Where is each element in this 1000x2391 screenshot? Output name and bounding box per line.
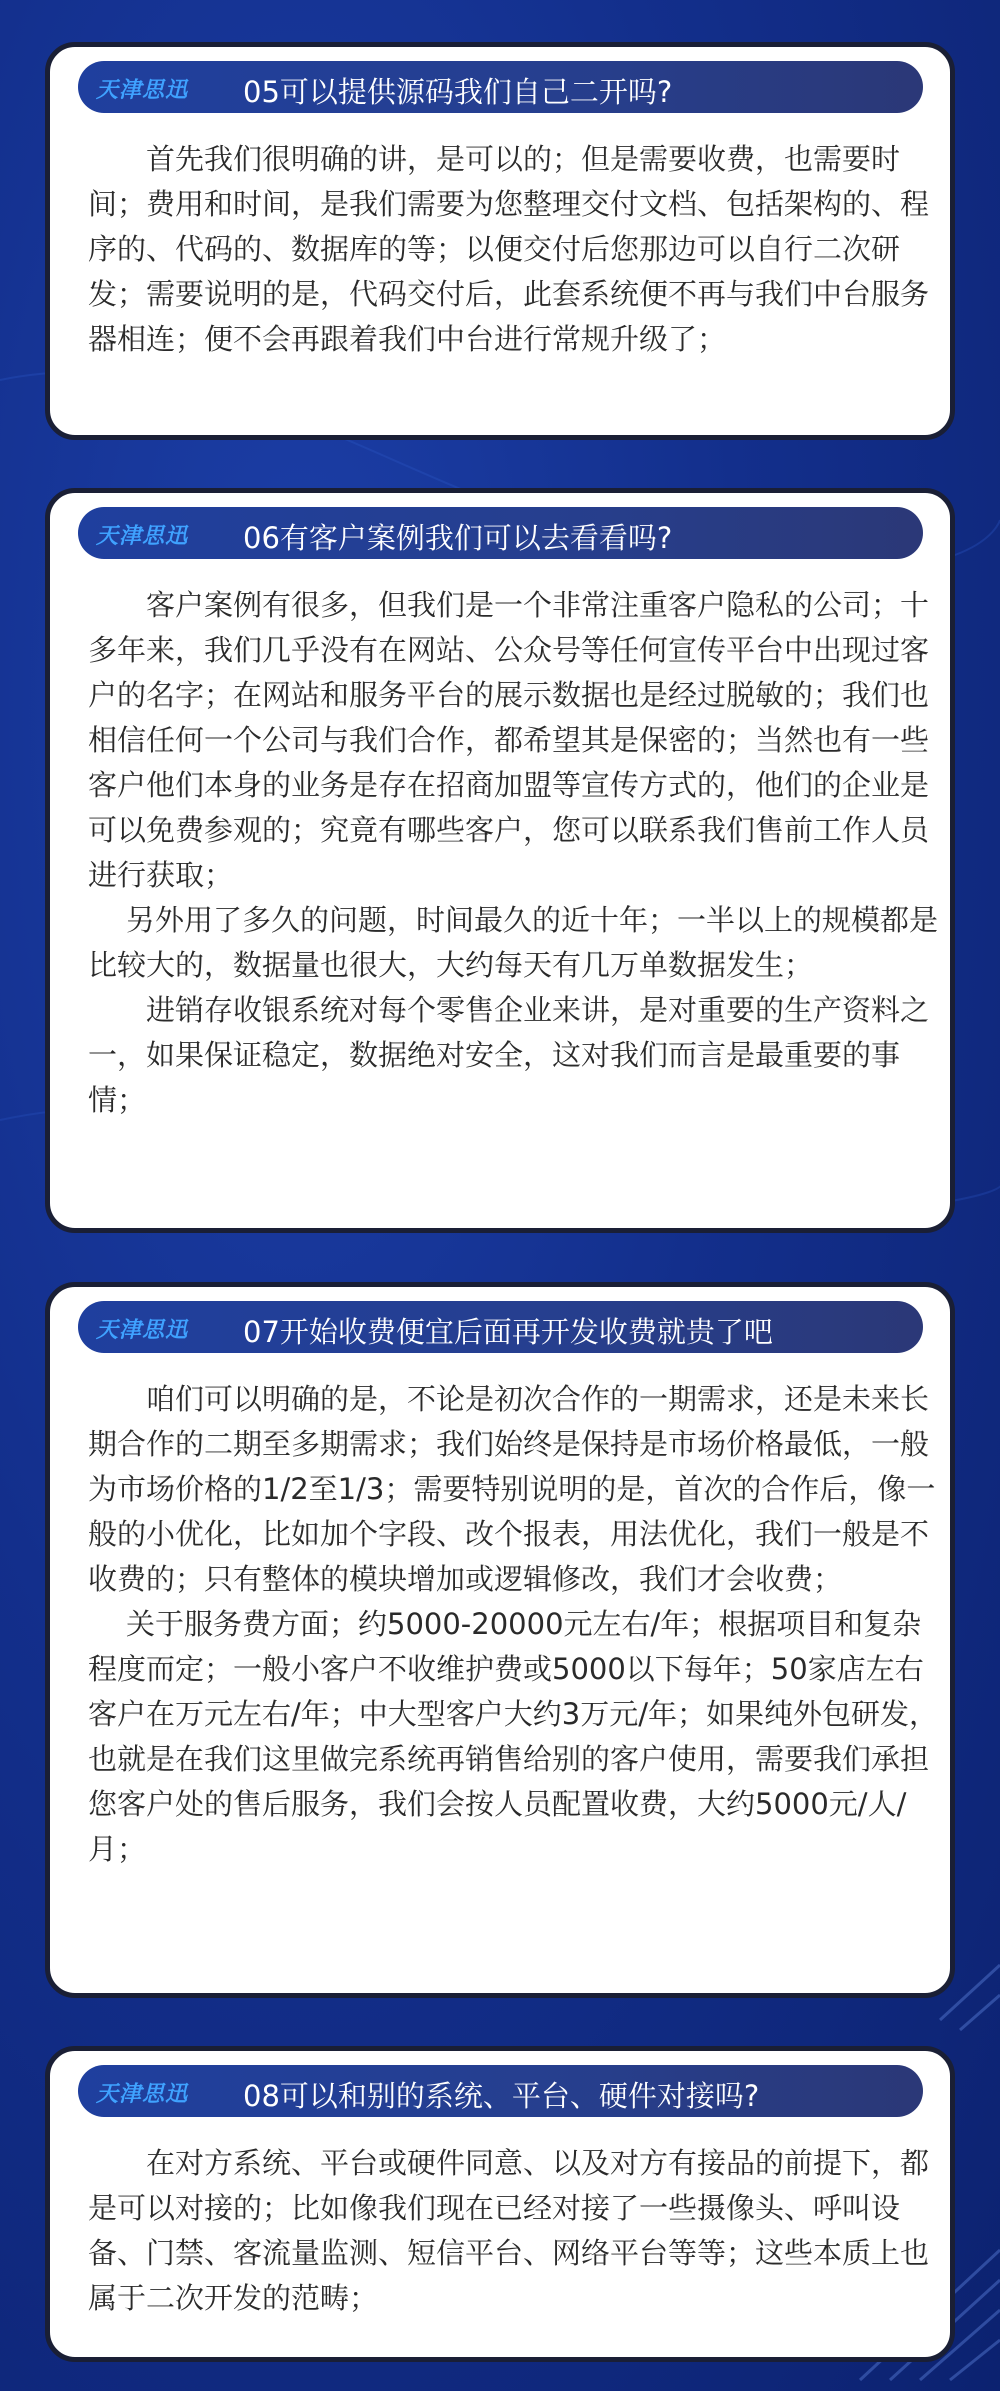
card-paragraph: 在对方系统、平台或硬件同意、以及对方有接品的前提下，都是可以对接的；比如像我们现在已经对接了一些摄像头、呼叫设备、门禁、客流量监测、短信平台、网络平台等等；这些本质上也属于二次开发的范畴； [88,2146,930,2315]
card-paragraph: 进销存收银系统对每个零售企业来讲，是对重要的生产资料之一，如果保证稳定，数据绝对安全，这对我们而言是最重要的事情； [88,993,930,1117]
faq-card-07 [45,1282,955,1998]
faq-card-06 [45,488,955,1233]
card-paragraph: 关于服务费方面；约5000-20000元左右/年；根据项目和复杂程度而定；一般小客户不收维护费或5000以下每年；50家店左右客户在万元左右/年；中大型客户大约3万元/年；如果纯外包研发，也就是在我们这里做完系统再销售给别的客户使用，需要我们承担您客户处的售后服务，我们会按人员配置收费，大约5000元/人/月； [88,1607,938,1866]
faq-card-05 [45,42,955,440]
card-header [78,61,923,113]
card-title: 08可以和别的系统、平台、硬件对接吗? [243,2079,760,2113]
card-title: 06有客户案例我们可以去看看吗? [243,521,673,555]
faq-card-08 [45,2046,955,2362]
card-header [78,507,923,559]
brand-logo: 天津思迅 [96,2082,189,2107]
card-title: 05可以提供源码我们自己二开吗? [243,75,673,109]
card-header [78,2065,923,2117]
card-paragraph: 客户案例有很多，但我们是一个非常注重客户隐私的公司；十多年来，我们几乎没有在网站、公众号等任何宣传平台中出现过客户的名字；在网站和服务平台的展示数据也是经过脱敏的；我们也相信任何一个公司与我们合作，都希望其是保密的；当然也有一些客户他们本身的业务是存在招商加盟等宣传方式的，他们的企业是可以免费参观的；究竟有哪些客户，您可以联系我们售前工作人员进行获取； [88,588,930,892]
brand-logo: 天津思迅 [96,78,189,103]
brand-logo: 天津思迅 [96,524,189,549]
card-body [88,1377,938,1872]
card-body [88,2141,938,2321]
card-body [88,583,938,1123]
card-header [78,1301,923,1353]
card-paragraph: 首先我们很明确的讲，是可以的；但是需要收费，也需要时间；费用和时间，是我们需要为您整理交付文档、包括架构的、程序的、代码的、数据库的等；以便交付后您那边可以自行二次研发；需要说明的是，代码交付后，此套系统便不再与我们中台服务器相连；便不会再跟着我们中台进行常规升级了； [88,142,930,356]
card-paragraph: 另外用了多久的问题，时间最久的近十年；一半以上的规模都是比较大的，数据量也很大，大约每天有几万单数据发生； [88,903,939,982]
brand-logo: 天津思迅 [96,1318,189,1343]
card-paragraph: 咱们可以明确的是，不论是初次合作的一期需求，还是未来长期合作的二期至多期需求；我们始终是保持是市场价格最低，一般为市场价格的1/2至1/3；需要特别说明的是，首次的合作后，像一般的小优化，比如加个字段、改个报表，用法优化，我们一般是不收费的；只有整体的模块增加或逻辑修改，我们才会收费； [88,1382,936,1596]
card-body [88,137,938,362]
card-title: 07开始收费便宜后面再开发收费就贵了吧 [243,1315,773,1349]
